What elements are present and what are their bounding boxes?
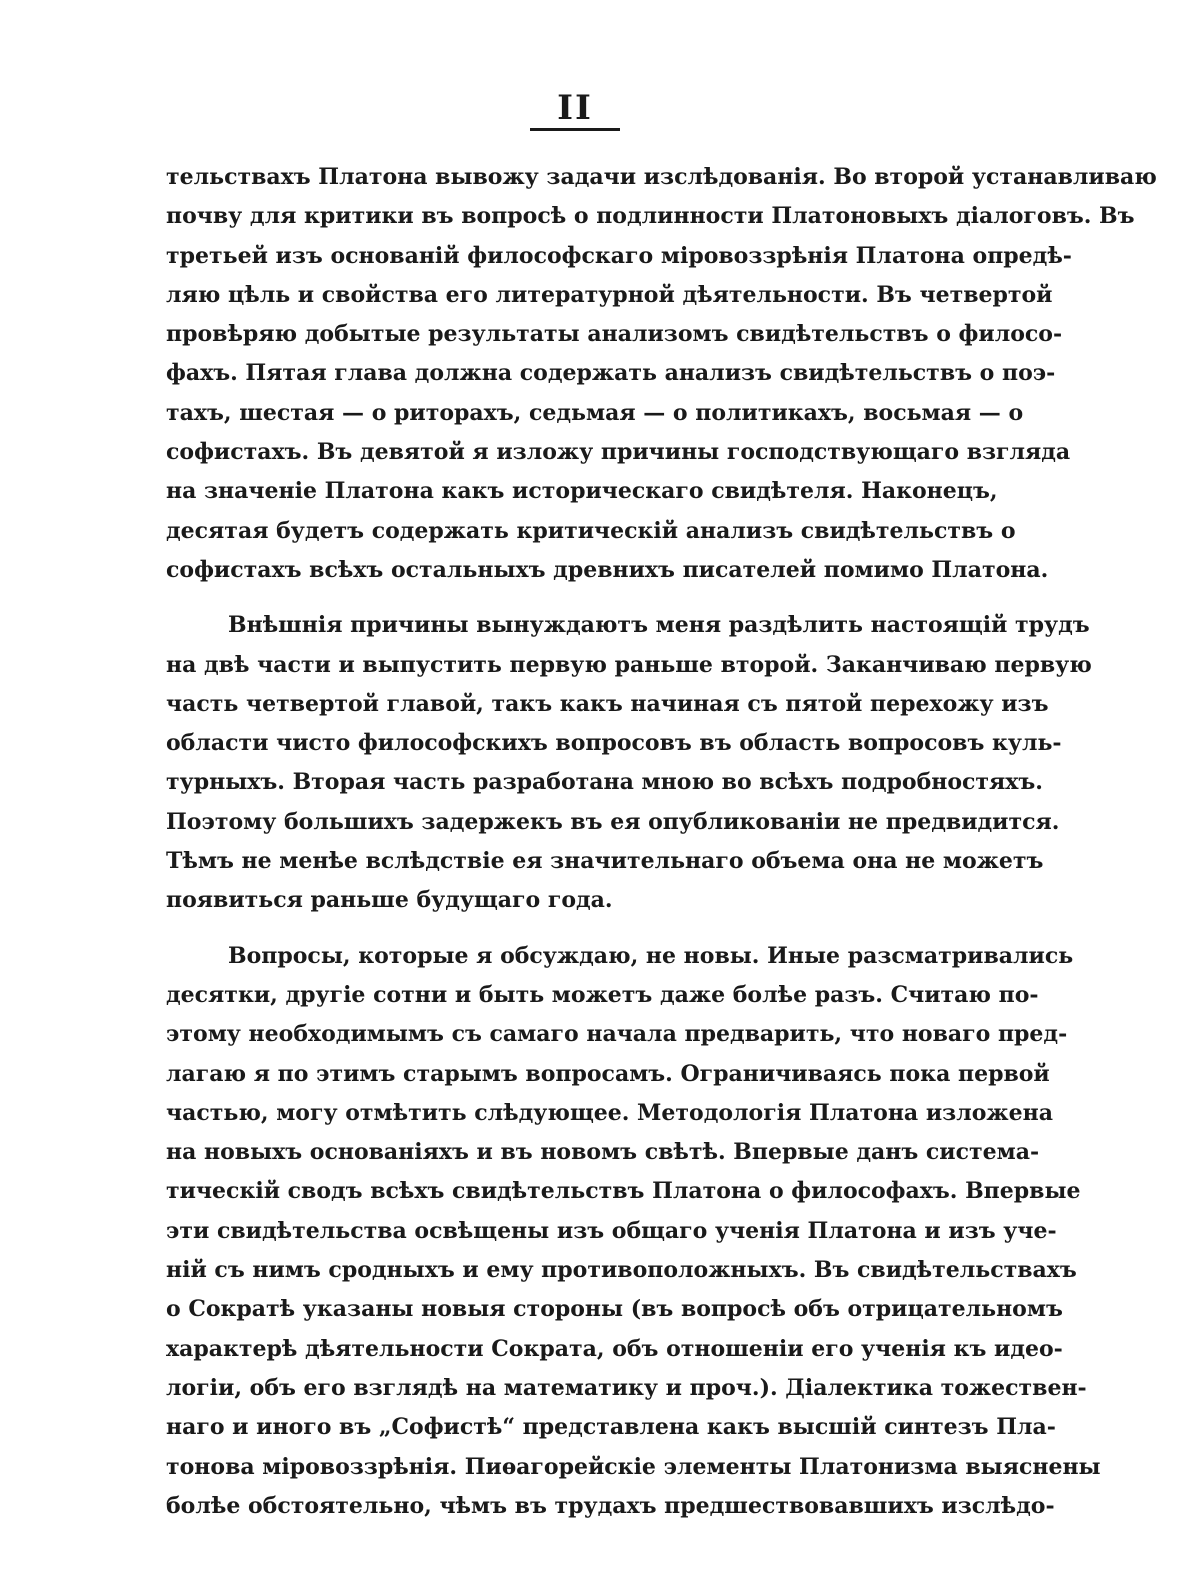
text-line: тельствахъ Платона вывожу задачи изслѣдованія. Во второй устанавливаю xyxy=(166,164,1157,190)
paragraph xyxy=(166,937,1101,1526)
text-line: эти свидѣтельства освѣщены изъ общаго ученія Платона и изъ уче- xyxy=(166,1217,1057,1244)
text-line: на новыхъ основаніяхъ и въ новомъ свѣтѣ. Впервые данъ система- xyxy=(166,1139,1040,1166)
text-line: Внѣшнія причины вынуждаютъ меня раздѣлить настоящій трудъ xyxy=(228,612,1090,639)
text-line: логіи, объ его взглядѣ на математику и проч.). Діалектика тожествен- xyxy=(166,1374,1087,1401)
text-line: ній съ нимъ сродныхъ и ему противоположныхъ. Въ свидѣтельствахъ xyxy=(166,1257,1077,1284)
text-line: софистахъ всѣхъ остальныхъ древнихъ писателей помимо Платона. xyxy=(166,556,1049,583)
body-text xyxy=(166,158,1157,1526)
text-line: лагаю я по этимъ старымъ вопросамъ. Ограничиваясь пока первой xyxy=(166,1060,1050,1087)
paragraph-gap xyxy=(166,921,982,937)
text-line: провѣряю добытые результаты анализомъ свидѣтельствъ о филосо- xyxy=(166,321,1063,348)
paragraph-gap xyxy=(166,590,982,606)
text-line: этому необходимымъ съ самаго начала предварить, что новаго пред- xyxy=(166,1021,1068,1048)
page-number: II xyxy=(557,88,593,128)
text-line: о Сократѣ указаны новыя стороны (въ вопросѣ объ отрицательномъ xyxy=(166,1296,1063,1323)
text-line: Тѣмъ не менѣе вслѣдствіе ея значительнаго объема она не можетъ xyxy=(166,848,1044,875)
text-line: на двѣ части и выпустить первую раньше второй. Заканчиваю первую xyxy=(166,651,1092,678)
text-line: софистахъ. Въ девятой я изложу причины господствующаго взгляда xyxy=(166,439,1071,466)
text-line: на значеніе Платона какъ историческаго свидѣтеля. Наконецъ, xyxy=(166,478,998,505)
text-line: ляю цѣль и свойства его литературной дѣятельности. Въ четвертой xyxy=(166,281,1053,308)
text-line: часть четвертой главой, такъ какъ начиная съ пятой перехожу изъ xyxy=(166,690,1049,717)
paragraph xyxy=(166,158,1157,590)
text-line: Поэтому большихъ задержекъ въ ея опубликованіи не предвидится. xyxy=(166,808,1060,835)
text-line: турныхъ. Вторая часть разработана мною во всѣхъ подробностяхъ. xyxy=(166,769,1043,796)
text-line: появиться раньше будущаго года. xyxy=(166,887,613,914)
text-line: тахъ, шестая — о риторахъ, седьмая — о политикахъ, восьмая — о xyxy=(166,399,1024,426)
text-line: частью, могу отмѣтить слѣдующее. Методологія Платона изложена xyxy=(166,1099,1053,1126)
paragraph xyxy=(166,606,1092,920)
text-line: болѣе обстоятельно, чѣмъ въ трудахъ предшествовавшихъ изслѣдо- xyxy=(166,1492,1055,1519)
text-line: десятая будетъ содержать критическій анализъ свидѣтельствъ о xyxy=(166,517,1016,544)
text-line: десятки, другіе сотни и быть можетъ даже болѣе разъ. Считаю по- xyxy=(166,981,1039,1008)
text-line: тонова міровоззрѣнія. Пиѳагорейскіе элементы Платонизма выяснены xyxy=(166,1453,1101,1480)
text-line: фахъ. Пятая глава должна содержать анализъ свидѣтельствъ о поэ- xyxy=(166,360,1056,387)
page-number-rule xyxy=(530,128,620,131)
text-line: области чисто философскихъ вопросовъ въ область вопросовъ куль- xyxy=(166,730,1062,757)
text-line: почву для критики въ вопросѣ о подлинности Платоновыхъ діалоговъ. Въ xyxy=(166,203,1135,230)
text-line: Вопросы, которые я обсуждаю, не новы. Иные разсматривались xyxy=(228,942,1074,969)
text-line: наго и иного въ „Софистѣ“ представлена какъ высшій синтезъ Пла- xyxy=(166,1414,1056,1441)
text-line: третьей изъ основаній философскаго міровоззрѣнія Платона опредѣ- xyxy=(166,242,1072,269)
text-line: характерѣ дѣятельности Сократа, объ отношеніи его ученія къ идео- xyxy=(166,1335,1063,1362)
text-line: тическій сводъ всѣхъ свидѣтельствъ Платона о философахъ. Впервые xyxy=(166,1178,1081,1205)
